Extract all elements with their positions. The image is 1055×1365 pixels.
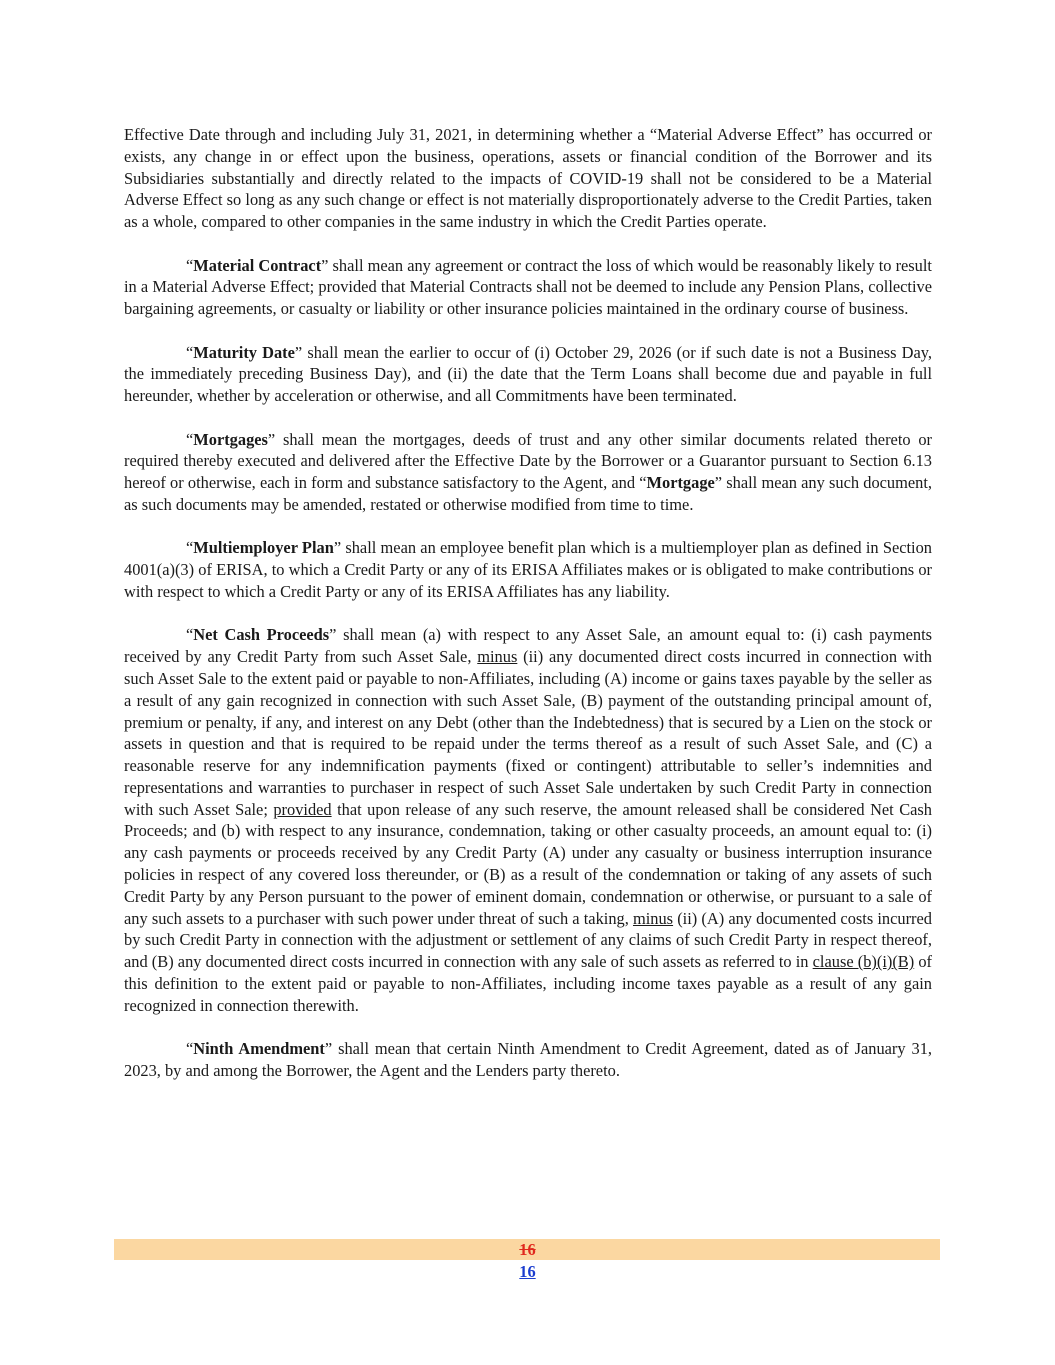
defined-term: Ninth Amendment — [193, 1039, 325, 1059]
definition-paragraph — [124, 429, 932, 516]
document-body — [124, 124, 932, 1103]
paragraph-text: “ — [186, 538, 194, 558]
defined-term: Mortgage — [646, 473, 715, 493]
paragraph-text: “ — [186, 625, 194, 645]
underlined-term: minus — [632, 908, 674, 928]
paragraph-text: “ — [186, 429, 194, 449]
definition-paragraph — [124, 624, 932, 1016]
defined-term: Mortgages — [193, 429, 268, 449]
paragraph-text: ” shall mean the mortgages, deeds of trust and any other similar documents related thereto or required thereby executed and delivered after the Effective Date by the Borrower or a Guarantor pursuant to Section 6.13 hereof or otherwise, each in form and substance satisfactory to the Agent, and “ — [124, 429, 932, 493]
inserted-page-number: 16 — [519, 1262, 536, 1281]
paragraph-text: “ — [186, 342, 194, 362]
defined-term: Material Contract — [193, 255, 322, 275]
paragraph-text: (ii) any documented direct costs incurred in connection with such Asset Sale to the extent paid or payable to non-Affiliates, including (A) income or gains taxes payable by the seller as a result of any gain recognized in connection with such Asset Sale, (B) payment of the outstanding principal amount of, premium or penalty, if any, and interest on any Debt (other than the Indebtedness) that is secured by a Lien on the stock or assets in question and that is required to be repaid under the terms thereof as a result of such Asset Sale, and (C) a reasonable reserve for any indemnification payments (fixed or contingent) attributable to seller’s indemnities and representations and warranties to purchaser in respect of such Asset Sale undertaken by such Credit Party in connection with such Asset Sale; — [124, 647, 932, 819]
paragraph-text: ” shall mean any agreement or contract the loss of which would be reasonably likely to result in a Material Adverse Effect; provided that Material Contracts shall not be deemed to include any Pension Plans, collective bargaining agreements, or casualty or liability or other insurance policies maintained in the ordinary course of business. — [124, 255, 932, 319]
underlined-term: minus — [477, 647, 518, 667]
defined-term: Maturity Date — [193, 342, 295, 362]
defined-term: Net Cash Proceeds — [193, 625, 330, 645]
definition-paragraph — [124, 1038, 932, 1082]
underlined-term: provided — [273, 799, 332, 819]
deleted-page-number: 16 — [519, 1240, 536, 1259]
definition-paragraph — [124, 537, 932, 602]
paragraph-text: of this definition to the extent paid or payable to non-Affiliates, including income taxes payable as a result of any gain recognized in connection therewith. — [124, 952, 932, 1015]
paragraph-text: Effective Date through and including July 31, 2021, in determining whether a “Material Adverse Effect” has occurred or exists, any change in or effect upon the business, operations, assets or financial condition of the Borrower and its Subsidiaries substantially and directly related to the impacts of COVID-19 shall not be considered to be a Material Adverse Effect so long as any such change or effect is not materially disproportionately adverse to the Credit Parties, taken as a whole, compared to other companies in the same industry in which the Credit Parties operate. — [124, 125, 932, 232]
definition-paragraph — [124, 124, 932, 233]
paragraph-text: (ii) (A) any documented costs incurred by such Credit Party in connection with the adjustment or settlement of any claims of such Credit Party in respect thereof, and (B) any documented direct costs incurred in connection with any sale of such assets as referred to in — [124, 908, 932, 972]
paragraph-text: ” shall mean the earlier to occur of (i) October 29, 2026 (or if such date is not a Business Day, the immediately preceding Business Day), and (ii) the date that the Term Loans shall become due and payable in full hereunder, whether by acceleration or otherwise, and all Commitments have been terminated. — [124, 342, 932, 406]
defined-term: Multiemployer Plan — [193, 538, 334, 558]
paragraph-text: ” shall mean (a) with respect to any Asset Sale, an amount equal to: (i) cash payments received by any Credit Party from such Asset Sale, — [124, 625, 933, 667]
underlined-term: clause (b)(i)(B) — [812, 952, 915, 972]
paragraph-text: “ — [186, 1039, 194, 1059]
paragraph-text: that upon release of any such reserve, the amount released shall be considered Net Cash Proceeds; and (b) with respect to any insurance, condemnation, taking or other casualty proceeds, an amount equal to: (i) any cash payments or proceeds received by any Credit Party (A) under any casualty or business interruption insurance policies in respect of any covered loss thereunder, or (B) as a result of the condemnation or taking of any assets of such Credit Party by any Person pursuant to the power of eminent domain, condemnation or otherwise, or pursuant to a sale of any such assets to a purchaser with such power under threat of such a taking, — [124, 799, 932, 928]
paragraph-text: ” shall mean that certain Ninth Amendment to Credit Agreement, dated as of January 31, 2023, by and among the Borrower, the Agent and the Lenders party thereto. — [124, 1039, 932, 1081]
paragraph-text: ” shall mean any such document, as such documents may be amended, restated or otherwise modified from time to time. — [124, 473, 932, 514]
definition-paragraph — [124, 255, 932, 320]
definition-paragraph — [124, 342, 932, 407]
paragraph-text: “ — [186, 255, 194, 275]
paragraph-text: ” shall mean an employee benefit plan which is a multiemployer plan as defined in Section 4001(a)(3) of ERISA, to which a Credit Party or any of its ERISA Affiliates makes or is obligated to make contributions or with respect to which a Credit Party or any of its ERISA Affiliates has any liability. — [124, 538, 932, 601]
